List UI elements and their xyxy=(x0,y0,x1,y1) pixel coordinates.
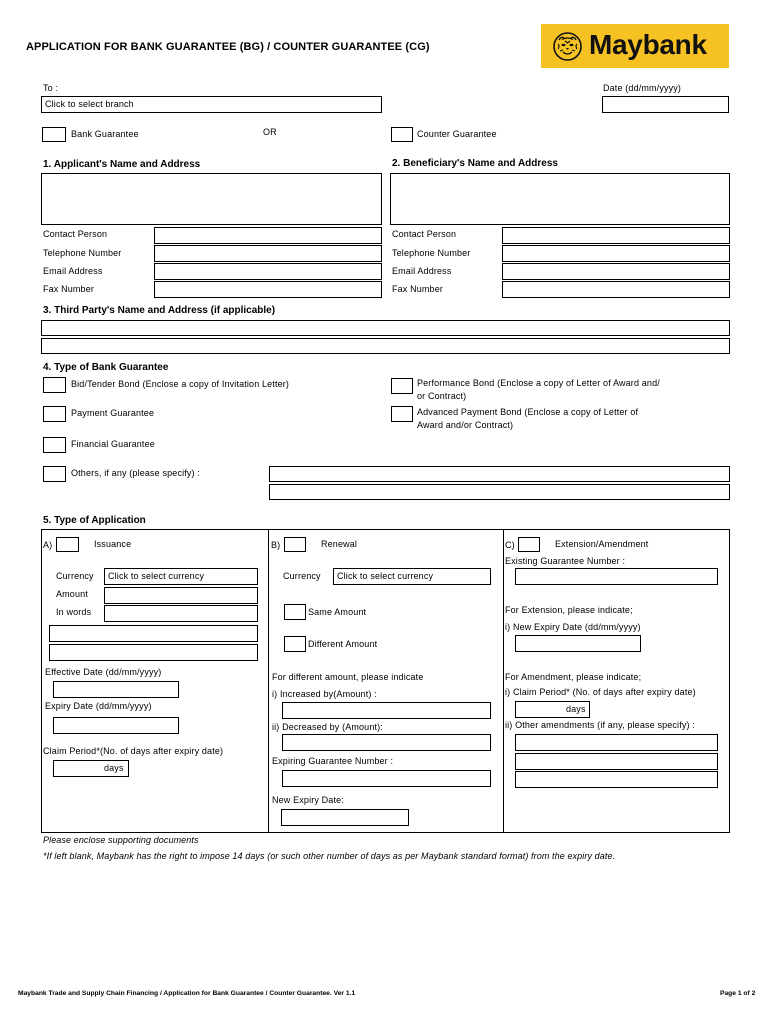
or-separator: OR xyxy=(263,127,277,137)
applicant-name-address-field[interactable] xyxy=(41,173,382,225)
beneficiary-telephone-label: Telephone Number xyxy=(392,248,471,258)
other-amendments-line-2-field[interactable] xyxy=(515,753,718,770)
issuance-in-words-line-2-field[interactable] xyxy=(49,625,258,642)
applicant-email-label: Email Address xyxy=(43,266,103,276)
renewal-checkbox[interactable] xyxy=(284,537,306,552)
payment-guarantee-label: Payment Guarantee xyxy=(71,408,155,418)
amendment-days-unit: days xyxy=(566,704,586,714)
issuance-checkbox[interactable] xyxy=(56,537,79,552)
maybank-logo xyxy=(541,24,729,68)
applicant-telephone-field[interactable] xyxy=(154,245,382,262)
branch-select[interactable] xyxy=(41,96,382,113)
column-divider-ab xyxy=(268,529,269,833)
other-amendments-label: ii) Other amendments (if any, please specify) : xyxy=(505,720,695,730)
same-amount-label: Same Amount xyxy=(308,607,367,617)
renewal-currency-select-value: Click to select currency xyxy=(337,571,434,581)
applicant-fax-field[interactable] xyxy=(154,281,382,298)
application-type-heading: 5. Type of Application xyxy=(43,515,146,526)
expiring-guarantee-number-label: Expiring Guarantee Number : xyxy=(272,756,394,766)
decreased-by-label: ii) Decreased by (Amount): xyxy=(272,722,383,732)
issuance-currency-select-value: Click to select currency xyxy=(108,571,205,581)
renewal-label: Renewal xyxy=(321,539,358,549)
extension-new-expiry-date-field[interactable] xyxy=(515,635,641,652)
beneficiary-contact-person-field[interactable] xyxy=(502,227,730,244)
financial-guarantee-checkbox[interactable] xyxy=(43,437,66,453)
issuance-marker: A) xyxy=(43,540,53,550)
extension-marker: C) xyxy=(505,540,515,550)
supporting-documents-note: Please enclose supporting documents xyxy=(43,835,199,845)
issuance-claim-period-input[interactable] xyxy=(54,761,102,776)
beneficiary-fax-field[interactable] xyxy=(502,281,730,298)
third-party-line-2-field[interactable] xyxy=(41,338,730,354)
tiger-head-icon xyxy=(552,31,583,62)
beneficiary-contact-person-label: Contact Person xyxy=(392,229,457,239)
extension-note: For Extension, please indicate; xyxy=(505,605,633,615)
payment-guarantee-checkbox[interactable] xyxy=(43,406,66,422)
existing-guarantee-number-label: Existing Guarantee Number : xyxy=(505,556,626,566)
applicant-email-field[interactable] xyxy=(154,263,382,280)
renewal-new-expiry-date-label: New Expiry Date: xyxy=(272,795,344,805)
issuance-claim-period-field[interactable] xyxy=(53,760,129,777)
others-checkbox[interactable] xyxy=(43,466,66,482)
other-amendments-line-1-field[interactable] xyxy=(515,734,718,751)
advanced-payment-bond-checkbox[interactable] xyxy=(391,406,413,422)
issuance-claim-period-label: Claim Period*(No. of days after expiry date) xyxy=(43,746,224,756)
increased-by-field[interactable] xyxy=(282,702,491,719)
others-label: Others, if any (please specify) : xyxy=(71,468,200,478)
date-field[interactable] xyxy=(602,96,729,113)
applicant-fax-label: Fax Number xyxy=(43,284,95,294)
issuance-days-unit: days xyxy=(104,763,124,773)
column-divider-bc xyxy=(503,529,504,833)
extension-new-expiry-date-label: i) New Expiry Date (dd/mm/yyyy) xyxy=(505,622,641,632)
beneficiary-heading: 2. Beneficiary's Name and Address xyxy=(392,158,558,169)
applicant-contact-person-field[interactable] xyxy=(154,227,382,244)
expiring-guarantee-number-field[interactable] xyxy=(282,770,491,787)
third-party-line-1-field[interactable] xyxy=(41,320,730,336)
logo-wordmark: Maybank xyxy=(589,29,707,60)
bid-tender-bond-label: Bid/Tender Bond (Enclose a copy of Invitation Letter) xyxy=(71,379,290,389)
branch-select-value: Click to select branch xyxy=(45,99,134,109)
issuance-currency-select[interactable] xyxy=(104,568,258,585)
beneficiary-name-address-field[interactable] xyxy=(390,173,730,225)
issuance-in-words-line-3-field[interactable] xyxy=(49,644,258,661)
renewal-currency-label: Currency xyxy=(283,571,321,581)
third-party-heading: 3. Third Party's Name and Address (if applicable) xyxy=(43,305,276,316)
amendment-claim-period-field[interactable] xyxy=(515,701,590,718)
bid-tender-bond-checkbox[interactable] xyxy=(43,377,66,393)
claim-period-footnote: *If left blank, Maybank has the right to impose 14 days (or such other number of days as per Maybank standard format) from the expiry date. xyxy=(43,851,616,861)
increased-by-label: i) Increased by(Amount) : xyxy=(272,689,377,699)
beneficiary-telephone-field[interactable] xyxy=(502,245,730,262)
footer-page-number: Page 1 of 2 xyxy=(720,990,756,997)
issuance-label: Issuance xyxy=(94,539,132,549)
issuance-currency-label: Currency xyxy=(56,571,94,581)
advanced-payment-bond-label-line-2: Award and/or Contract) xyxy=(417,420,514,430)
renewal-new-expiry-date-field[interactable] xyxy=(281,809,409,826)
same-amount-checkbox[interactable] xyxy=(284,604,306,620)
beneficiary-fax-label: Fax Number xyxy=(392,284,444,294)
amendment-claim-period-label: i) Claim Period* (No. of days after expiry date) xyxy=(505,687,696,697)
applicant-telephone-label: Telephone Number xyxy=(43,248,122,258)
existing-guarantee-number-field[interactable] xyxy=(515,568,718,585)
footer-document-title: Maybank Trade and Supply Chain Financing / Application for Bank Guarantee / Counter Guarantee. Ver 1.1 xyxy=(18,990,356,997)
applicant-contact-person-label: Contact Person xyxy=(43,229,108,239)
other-amendments-line-3-field[interactable] xyxy=(515,771,718,788)
bank-guarantee-checkbox[interactable] xyxy=(42,127,66,142)
beneficiary-email-label: Email Address xyxy=(392,266,452,276)
decreased-by-field[interactable] xyxy=(282,734,491,751)
issuance-effective-date-field[interactable] xyxy=(53,681,179,698)
different-amount-label: Different Amount xyxy=(308,639,378,649)
issuance-effective-date-label: Effective Date (dd/mm/yyyy) xyxy=(45,667,162,677)
extension-amendment-checkbox[interactable] xyxy=(518,537,540,552)
date-label: Date (dd/mm/yyyy) xyxy=(603,83,682,93)
others-specify-line-1-field[interactable] xyxy=(269,466,730,482)
counter-guarantee-label: Counter Guarantee xyxy=(417,129,497,139)
different-amount-checkbox[interactable] xyxy=(284,636,306,652)
bank-guarantee-label: Bank Guarantee xyxy=(71,129,139,139)
amendment-claim-period-input[interactable] xyxy=(516,702,564,717)
performance-bond-checkbox[interactable] xyxy=(391,378,413,394)
advanced-payment-bond-label-line-1: Advanced Payment Bond (Enclose a copy of Letter of xyxy=(417,407,639,417)
amendment-note: For Amendment, please indicate; xyxy=(505,672,642,682)
issuance-amount-field[interactable] xyxy=(104,587,258,604)
form-title: APPLICATION FOR BANK GUARANTEE (BG) / COUNTER GUARANTEE (CG) xyxy=(26,41,430,53)
beneficiary-email-field[interactable] xyxy=(502,263,730,280)
issuance-expiry-date-label: Expiry Date (dd/mm/yyyy) xyxy=(45,701,152,711)
renewal-marker: B) xyxy=(271,540,281,550)
applicant-heading: 1. Applicant's Name and Address xyxy=(43,159,201,170)
guarantee-type-heading: 4. Type of Bank Guarantee xyxy=(43,362,169,373)
performance-bond-label-line-1: Performance Bond (Enclose a copy of Letter of Award and/ xyxy=(417,378,660,388)
extension-amendment-label: Extension/Amendment xyxy=(555,539,649,549)
issuance-expiry-date-field[interactable] xyxy=(53,717,179,734)
renewal-currency-select[interactable] xyxy=(333,568,491,585)
performance-bond-label-line-2: or Contract) xyxy=(417,391,467,401)
to-label: To : xyxy=(43,83,59,93)
issuance-in-words-label: In words xyxy=(56,607,92,617)
others-specify-line-2-field[interactable] xyxy=(269,484,730,500)
financial-guarantee-label: Financial Guarantee xyxy=(71,439,155,449)
different-amount-note: For different amount, please indicate xyxy=(272,672,424,682)
issuance-in-words-line-1-field[interactable] xyxy=(104,605,258,622)
counter-guarantee-checkbox[interactable] xyxy=(391,127,413,142)
issuance-amount-label: Amount xyxy=(56,589,88,599)
